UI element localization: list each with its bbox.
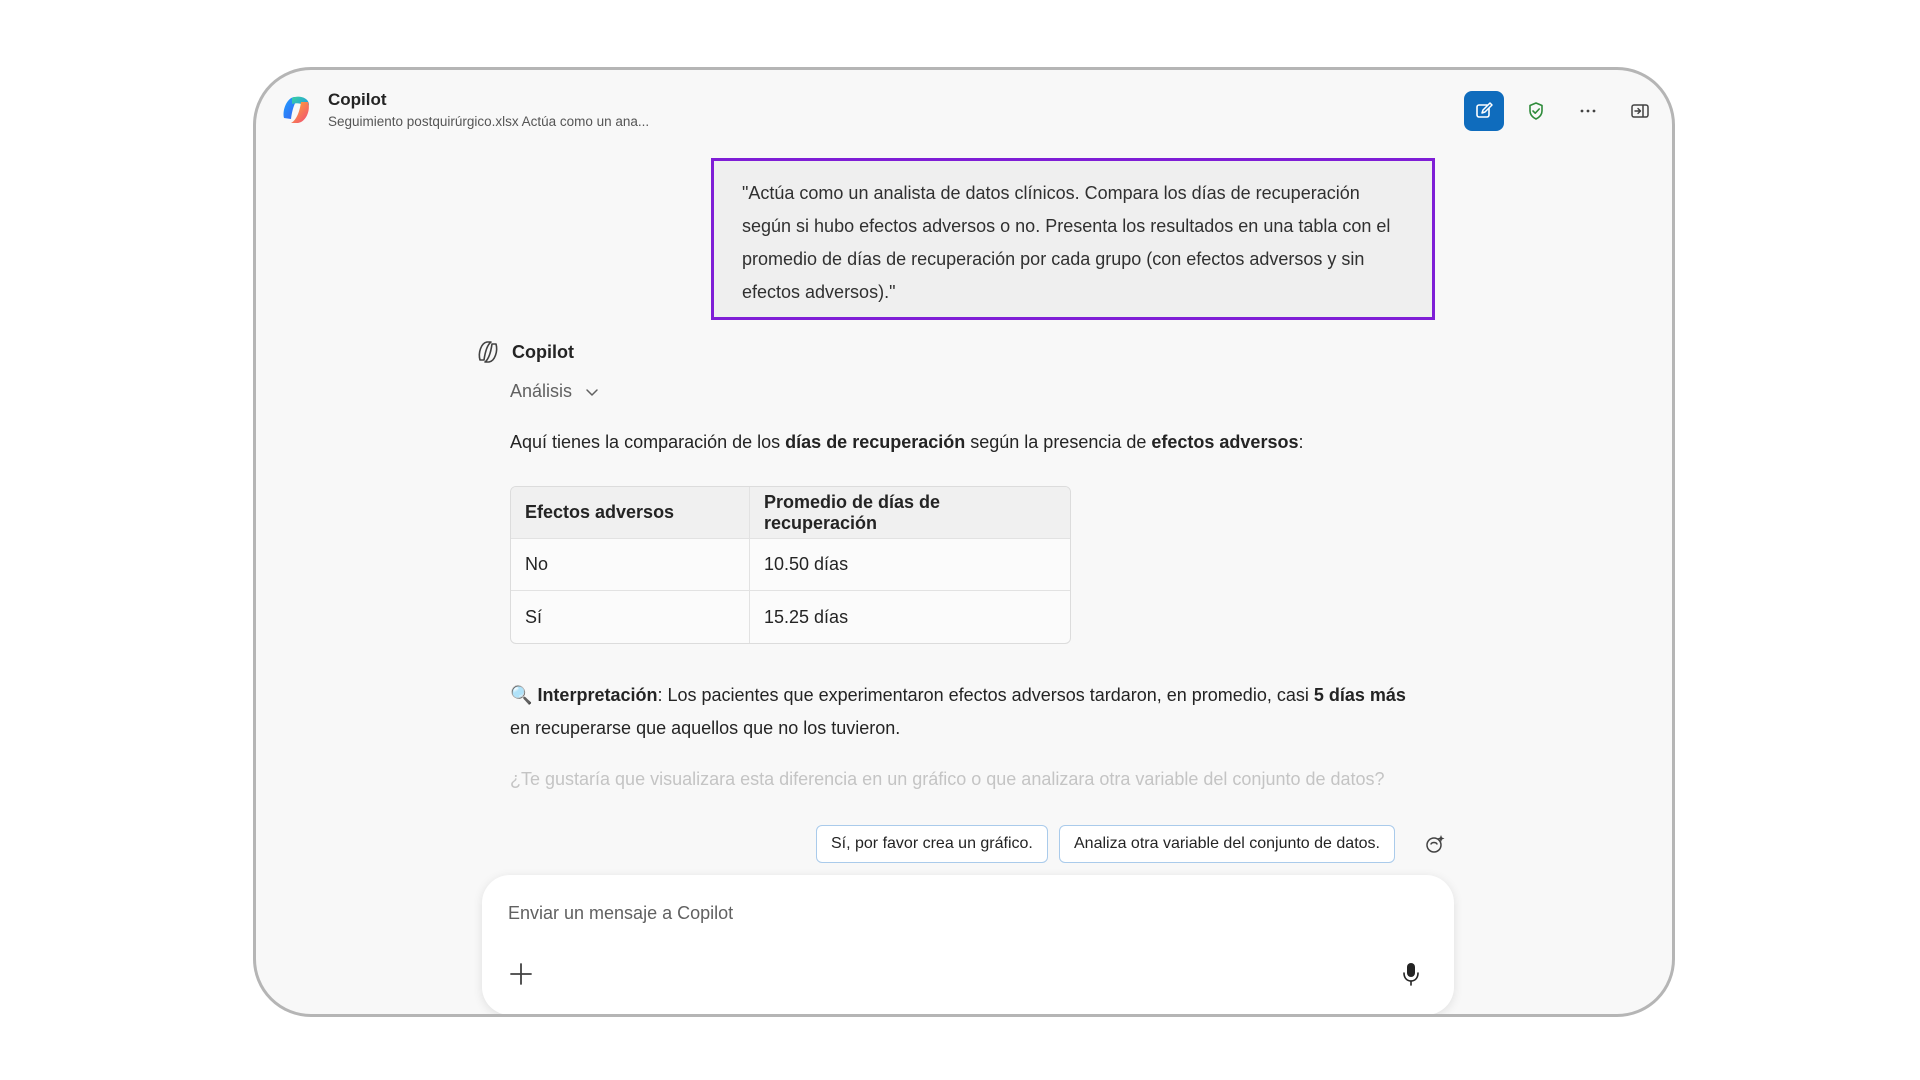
table-cell: 15.25 días [764,606,849,627]
analysis-label: Análisis [510,381,573,401]
side-panel-button[interactable] [1620,91,1660,131]
copilot-logo-icon [278,92,314,128]
message-input[interactable] [506,897,1310,929]
interpretation-paragraph [510,679,1410,745]
refresh-suggestions-icon[interactable] [1422,832,1448,858]
more-icon [1578,101,1598,121]
copilot-icon [474,338,502,366]
app-title: Copilot [328,90,387,109]
protection-button[interactable] [1516,91,1556,131]
shield-check-icon [1526,101,1546,121]
suggestion-chip-variable[interactable]: Analiza otra variable del conjunto de datos. [1059,825,1395,863]
magnifier-icon: 🔍 [510,685,533,705]
user-prompt-message: "Actúa como un analista de datos clínicos. Compara los días de recuperación según si hubo efectos adversos o no. Presenta los resultados en una tabla con el promedio de días de recuperación por cada grupo (con efectos adversos y sin efectos adversos)." [711,158,1435,320]
table-header-cell: Efectos adversos [511,487,750,539]
add-attachment-icon[interactable] [506,959,536,989]
table-row [511,539,1070,591]
interpretation-text: en recuperarse que aquellos que no los tuvieron. [510,718,901,738]
results-table [510,486,1071,644]
intro-bold-adverse: efectos adversos [1151,432,1299,452]
response-intro [510,432,1303,453]
response-author [474,338,574,366]
chevron-down-icon [584,384,600,400]
copilot-window [253,67,1675,1017]
message-composer [482,875,1454,1015]
microphone-icon[interactable] [1396,959,1426,989]
followup-question: ¿Te gustaría que visualizara esta diferencia en un gráfico o que analizara otra variable del conjunto de datos? [510,769,1385,789]
table-header-cell: Promedio de días de recuperación [750,487,1070,539]
side-panel-icon [1630,101,1650,121]
table-header-row [511,487,1070,539]
table-cell: Sí [511,591,750,643]
table-row [511,591,1070,643]
response-author-name: Copilot [512,341,574,362]
intro-text: : [1298,432,1304,452]
interpretation-bold: 5 días más [1313,685,1406,705]
intro-text: según la presencia de [965,432,1152,452]
suggestion-chip-chart[interactable]: Sí, por favor crea un gráfico. [816,825,1048,863]
table-cell: No [511,539,750,591]
table-cell: 10.50 días [750,539,1070,591]
interpretation-label: Interpretación [537,685,658,705]
intro-bold-recovery: días de recuperación [785,432,966,452]
conversation-subtitle: Seguimiento postquirúrgico.xlsx Actúa como un ana... [328,114,650,129]
interpretation-text: : Los pacientes que experimentaron efectos adversos tardaron, en promedio, casi [657,685,1314,705]
new-chat-icon [1474,101,1494,121]
more-options-button[interactable] [1568,91,1608,131]
header [256,70,1672,160]
intro-text: Aquí tienes la comparación de los [510,432,786,452]
new-chat-button[interactable] [1464,91,1504,131]
analysis-toggle[interactable] [510,381,600,402]
